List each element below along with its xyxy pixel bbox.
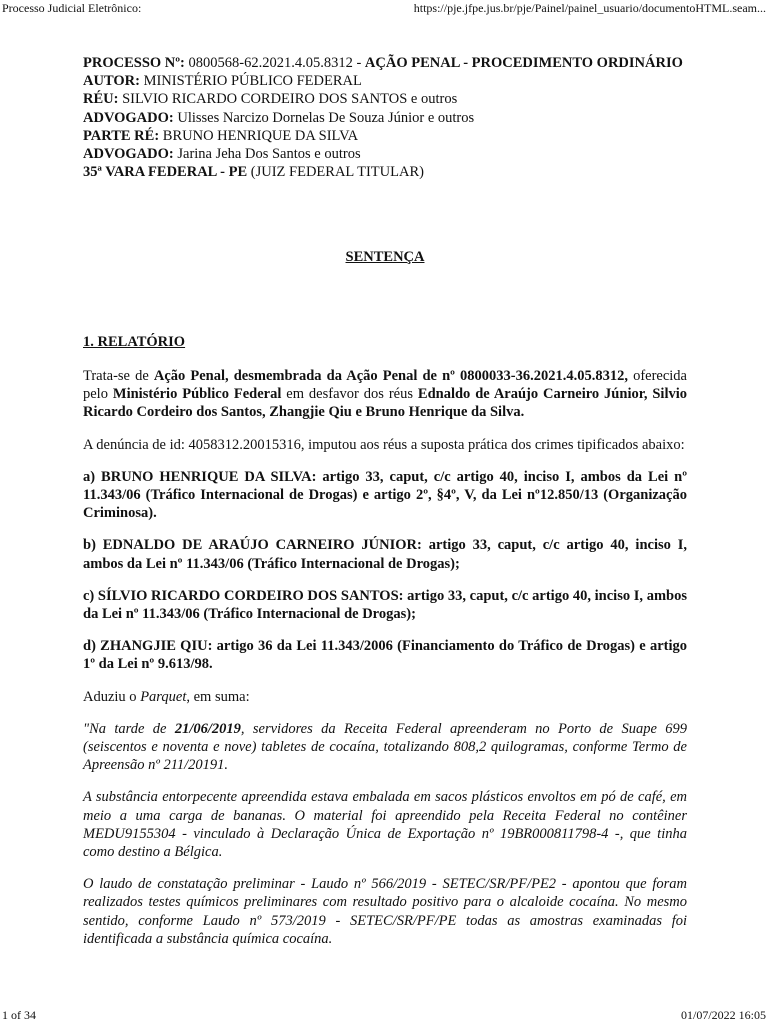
footer-page-number: 1 of 34 [2,1008,36,1022]
document-body [83,367,687,962]
case-caption [83,54,687,181]
paragraph-intro [83,367,687,422]
reu-label: RÉU: [83,91,119,108]
quote1-text-1: "Na tarde de [83,720,175,737]
process-line [83,54,687,72]
browser-print-header [0,1,768,15]
charge-item-d: d) ZHANGJIE QIU: artigo 36 da Lei 11.343/2006 (Financiamento do Tráfico de Drogas) e artigo 1º da Lei nº 9.613/98. [83,638,687,673]
document-title: SENTENÇA [345,249,425,265]
intro-text-1: Trata-se de [83,368,154,384]
process-class: AÇÃO PENAL - PROCEDIMENTO ORDINÁRIO [364,55,683,71]
reu-value: SILVIO RICARDO CORDEIRO DOS SANTOS e outros [118,91,458,108]
intro-text-3: em desfavor dos réus [281,386,418,403]
aduziu-parquet: Parquet [140,688,187,705]
intro-defendants: Ednaldo de Araújo Carneiro Júnior, Silvio Ricardo Cordeiro dos Santos, Zhangjie Qiu e Bruno Henrique da Silva. [83,386,688,421]
footer-datetime: 01/07/2022 16:05 [680,1008,766,1022]
autor-value: MINISTÉRIO PÚBLICO FEDERAL [139,73,362,90]
autor-label: AUTOR: [83,73,140,90]
advogado-line-2 [83,145,687,163]
aduziu-text-1: Aduziu o [83,688,141,705]
autor-line [83,72,687,90]
charge-item-c: c) SÍLVIO RICARDO CORDEIRO DOS SANTOS: artigo 33, caput, c/c artigo 40, inciso I, ambos da Lei nº 11.343/06 (Tráfico Internacional de Drogas); [83,587,687,623]
quote-paragraph-2: A substância entorpecente apreendida estava embalada em sacos plásticos envoltos em pó de café, em meio a uma carga de bananas. O material foi apreendido pela Receita Federal no contêiner MEDU9155304 - vinculado à Declaração Única de Exportação nº 19BR000811798-4 -, que tinha como destino a Bélgica. [83,789,687,861]
process-label: PROCESSO Nº: [83,55,185,71]
intro-action: Ação Penal, desmembrada da Ação Penal de nº 0800033-36.2021.4.05.8312, [153,368,628,384]
quote-paragraph-3: O laudo de constatação preliminar - Laudo nº 566/2019 - SETEC/SR/PF/PE2 - apontou que foram realizados testes químicos preliminares com resultado positivo para o alcaloide cocaína. No mesmo sentido, conforme Laudo nº 573/2019 - SETEC/SR/PF/PE todas as amostras examinadas foi identificada a substância química cocaína. [83,876,687,947]
advogado-value-1: Ulisses Narcizo Dornelas De Souza Júnior e outros [173,109,475,126]
intro-mpf: Ministério Público Federal [112,386,282,403]
parte-re-label: PARTE RÉ: [83,127,160,144]
process-number: 0800568-62.2021.4.05.8312 - [184,55,365,71]
browser-print-footer [0,1008,768,1022]
quote1-text-2: , servidores da Receita Federal apreenderam no Porto de Suape 699 (seiscentos e noventa e nove) tabletes de cocaína, totalizando 808,2 quilogramas, conforme Termo de Apreensão nº 211/20191. [83,720,688,774]
intro-text-2: oferecida pelo [83,368,687,403]
quote1-date: 21/06/2019 [174,720,241,737]
reu-line [83,90,687,108]
advogado-label-2: ADVOGADO: [83,146,174,163]
charge-item-b: b) EDNALDO DE ARAÚJO CARNEIRO JÚNIOR: artigo 33, caput, c/c artigo 40, inciso I, ambos da Lei nº 11.343/06 (Tráfico Internacional de Drogas); [83,537,687,572]
document-page [83,54,688,947]
vara-value: (JUIZ FEDERAL TITULAR) [247,164,424,181]
vara-line [83,163,687,181]
advogado-label-1: ADVOGADO: [83,109,174,126]
header-url: https://pje.jfpe.jus.br/pje/Painel/painel_usuario/documentoHTML.seam... [413,1,766,15]
paragraph-aduziu [83,688,687,706]
advogado-value-2: Jarina Jeha Dos Santos e outros [173,146,361,163]
charge-item-a: a) BRUNO HENRIQUE DA SILVA: artigo 33, caput, c/c artigo 40, inciso I, ambos da Lei nº 11.343/06 (Tráfico Internacional de Drogas) e artigo 2º, §4º, V, da Lei nº12.850/13 (Organização Criminosa). [83,468,687,522]
paragraph-denuncia: A denúncia de id: 4058312.20015316, imputou aos réus a suposta prática dos crimes tipificados abaixo: [83,436,685,453]
advogado-line-1 [83,109,687,127]
vara-label: 35ª VARA FEDERAL - PE [83,164,248,181]
header-page-title: Processo Judicial Eletrônico: [2,1,142,15]
parte-re-line [83,127,687,145]
aduziu-text-2: , em suma: [186,688,250,705]
quote-paragraph-1 [83,720,687,775]
parte-re-value: BRUNO HENRIQUE DA SILVA [159,127,359,144]
section-heading: 1. RELATÓRIO [83,334,186,350]
